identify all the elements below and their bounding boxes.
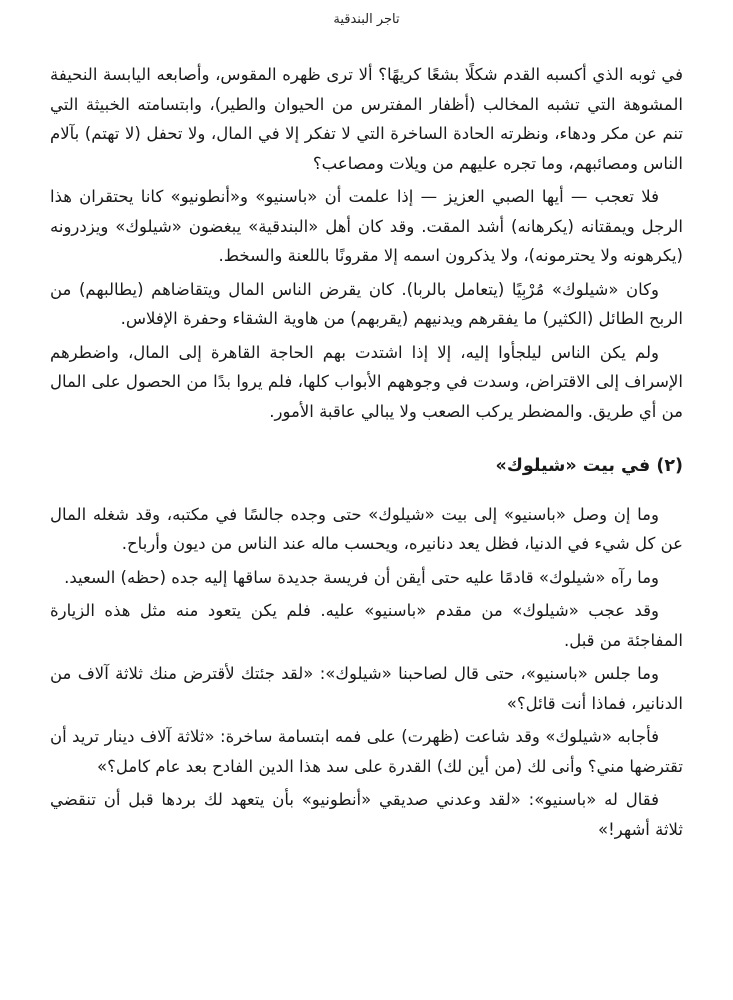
paragraph: وما إن وصل «باسنيو» إلى بيت «شيلوك» حتى وجده جالسًا في مكتبه، وقد شغله المال عن كل شيء في الدنيا، فظل يعد دنانيره، ويحسب ماله عند الناس من ديون وأرباح. <box>50 504 683 553</box>
paragraph: وقد عجب «شيلوك» من مقدم «باسنيو» عليه. فلم يكن يتعود منه مثل هذه الزيارة المفاجئة من قبل. <box>50 601 683 650</box>
page-body <box>50 60 683 848</box>
paragraph: ولم يكن الناس ليلجأوا إليه، إلا إذا اشتدت بهم الحاجة القاهرة إلى المال، واضطرهم الإسراف إلى الاقتراض، وسدت في وجوههم الأبواب كلها، فلم يروا بدًا من الحصول على المال من أي طريق. والمضطر يركب الصعب ولا يبالي عاقبة الأمور. <box>50 342 683 421</box>
section-heading: (٢) في بيت «شيلوك» <box>495 456 683 476</box>
paragraph: في ثوبه الذي أكسبه القدم شكلًا بشعًا كريهًا؟ ألا ترى ظهره المقوس، وأصابعه اليابسة النحيفة المشوهة التي تشبه المخالب (أظفار المفترس من الحيوان والطير)، وابتسامته الخبيثة التي تنم عن مكر ودهاء، ونظرته الحادة الساخرة التي لا تفكر إلا في المال، ولا تحفل (لا تهتم) بآلام الناس ومصائبهم، وما تجره عليهم من ويلات ومصاعب؟ <box>50 65 683 173</box>
running-title: تاجر البندقية <box>333 12 400 27</box>
paragraph: فلا تعجب — أيها الصبي العزيز — إذا علمت أن «باسنيو» و«أنطونيو» كانا يحتقران هذا الرجل ويمقتانه (يكرهانه) أشد المقت. وقد كان أهل «البندقية» يبغضون «شيلوك» ويزدرونه (يكرهونه ولا يحترمونه)، ولا يذكرون اسمه إلا مقرونًا باللعنة والسخط. <box>50 187 683 265</box>
paragraph: وما رآه «شيلوك» قادمًا عليه حتى أيقن أن فريسة جديدة ساقها إليه جده (حظه) السعيد. <box>64 567 659 587</box>
paragraph: وكان «شيلوك» مُرْبِيًا (يتعامل بالربا). كان يقرض الناس المال ويتقاضاهم (يطالبهم) من الربح الطائل (الكثير) ما يفقرهم ويدنيهم (يقربهم) من هاوية الشقاء وحفرة الإفلاس. <box>50 279 683 328</box>
paragraph: وما جلس «باسنيو»، حتى قال لصاحبنا «شيلوك»: «لقد جئتك لأقترض منك ثلاثة آلاف من الدنانير، فماذا أنت قائل؟» <box>50 664 683 713</box>
paragraph: فأجابه «شيلوك» وقد شاعت (ظهرت) على فمه ابتسامة ساخرة: «ثلاثة آلاف دينار تريد أن تقترضها مني؟ وأنى لك (من أين لك) القدرة على سد هذا الدين الفادح بعد عام كامل؟» <box>50 727 683 776</box>
paragraph: فقال له «باسنيو»: «لقد وعدني صديقي «أنطونيو» بأن يتعهد لك بردها قبل أن تنقضي ثلاثة أشهر!» <box>50 790 683 839</box>
